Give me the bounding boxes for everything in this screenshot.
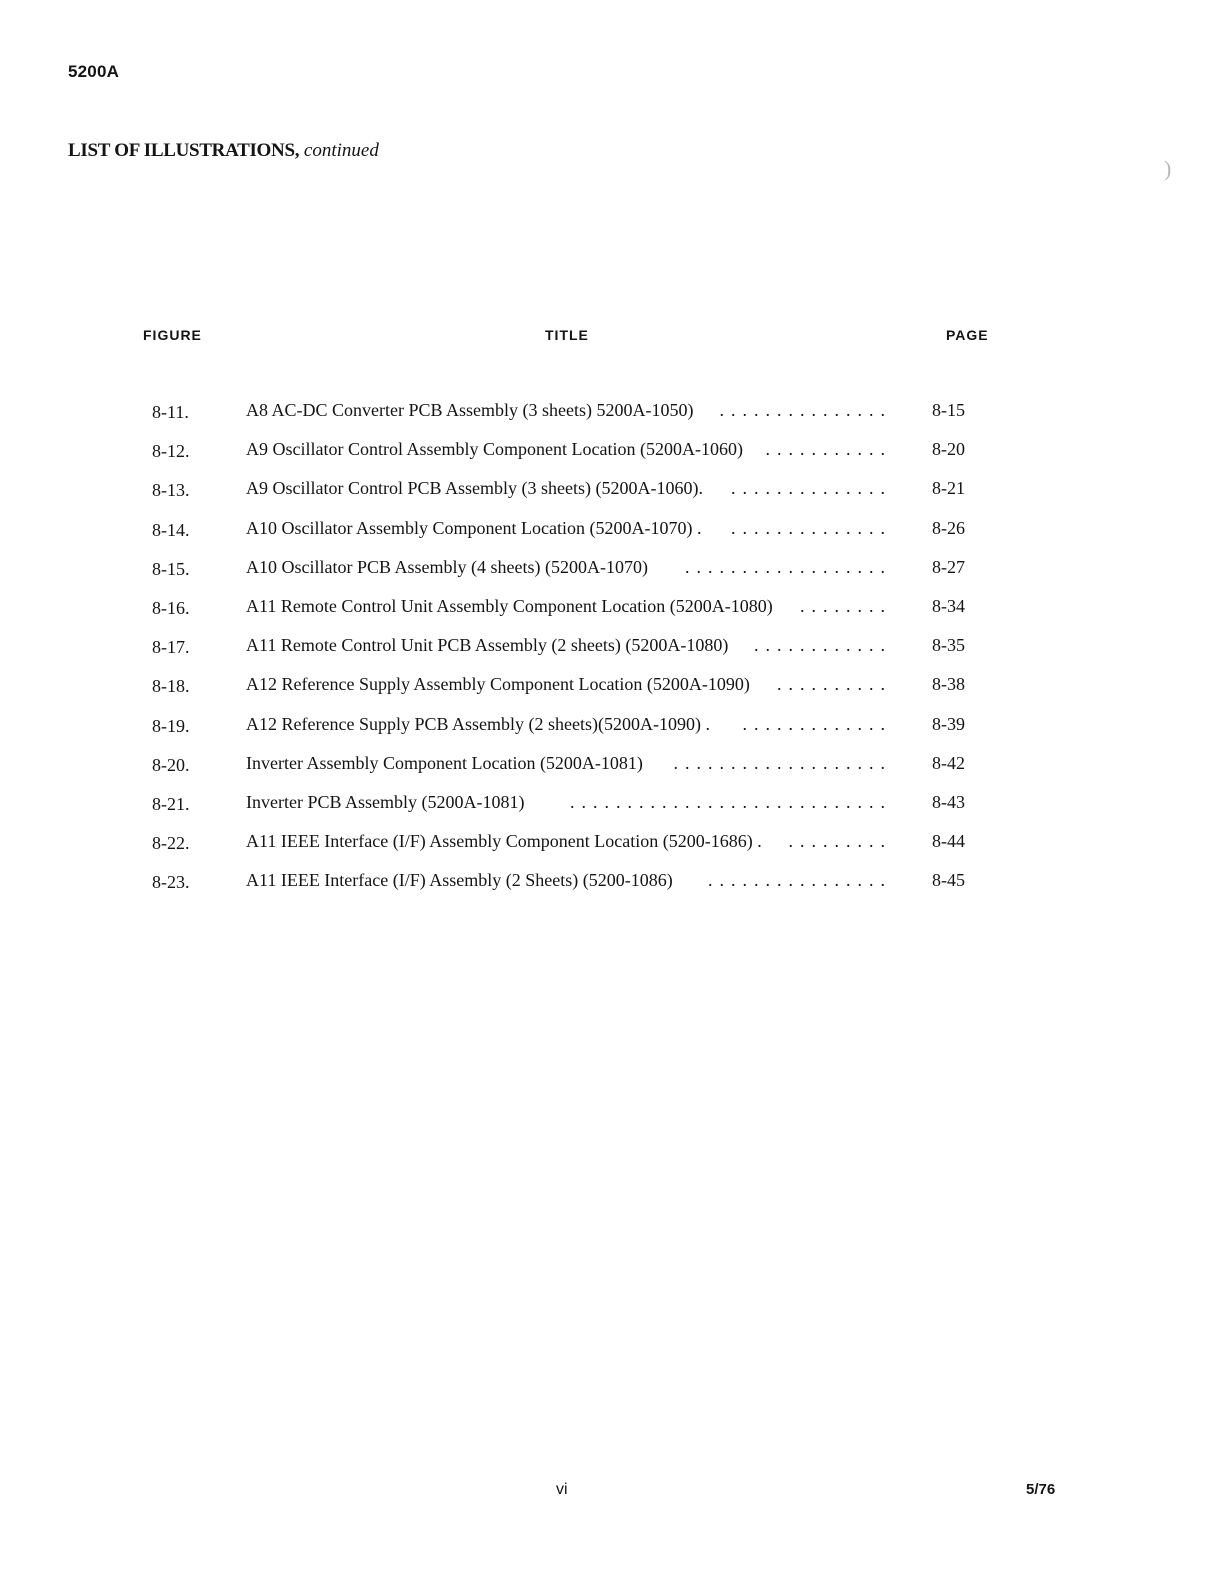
page-number: 8-45 bbox=[932, 870, 965, 891]
entry-title: A12 Reference Supply PCB Assembly (2 sheets)(5200A-1090) . bbox=[246, 713, 710, 734]
figure-number: 8-12. bbox=[152, 441, 190, 462]
list-item bbox=[0, 674, 1224, 713]
dot-leader: ............ bbox=[754, 635, 892, 656]
list-item bbox=[0, 439, 1224, 478]
list-item bbox=[0, 870, 1224, 909]
entry-title-wrap bbox=[246, 792, 892, 813]
page-number: 8-43 bbox=[932, 791, 965, 812]
figure-number: 8-20. bbox=[152, 754, 190, 775]
list-item bbox=[0, 478, 1224, 517]
dot-leader: ........ bbox=[800, 595, 892, 616]
list-item bbox=[0, 518, 1224, 557]
entry-title-wrap bbox=[246, 557, 892, 578]
column-header-title: TITLE bbox=[545, 327, 589, 343]
entry-title: Inverter Assembly Component Location (5200A-1081) bbox=[246, 752, 643, 773]
figure-number: 8-18. bbox=[152, 676, 190, 697]
entry-title-wrap bbox=[246, 518, 892, 539]
entry-title: A12 Reference Supply Assembly Component Location (5200A-1090) bbox=[246, 674, 750, 695]
dot-leader: .......... bbox=[777, 674, 892, 695]
footer-date: 5/76 bbox=[1026, 1481, 1056, 1498]
entry-title: A11 Remote Control Unit PCB Assembly (2 sheets) (5200A-1080) bbox=[246, 635, 729, 656]
entry-title-wrap bbox=[246, 439, 892, 460]
entry-title: Inverter PCB Assembly (5200A-1081) bbox=[246, 791, 525, 812]
list-item bbox=[0, 792, 1224, 831]
page-number: 8-42 bbox=[932, 752, 965, 773]
figure-number: 8-17. bbox=[152, 637, 190, 658]
figure-number: 8-23. bbox=[152, 872, 190, 893]
entry-title-wrap bbox=[246, 674, 892, 695]
page-number: 8-21 bbox=[932, 478, 965, 499]
page-number: 8-15 bbox=[932, 400, 965, 420]
figure-number: 8-14. bbox=[152, 519, 190, 540]
page-number: 8-44 bbox=[932, 831, 965, 852]
dot-leader: ........... bbox=[765, 439, 892, 460]
entry-title: A10 Oscillator PCB Assembly (4 sheets) (5200A-1070) bbox=[246, 556, 648, 577]
dot-leader: ............... bbox=[719, 400, 892, 420]
dot-leader: ............................ bbox=[570, 791, 892, 812]
entry-title-wrap bbox=[246, 831, 892, 852]
entry-title-wrap bbox=[246, 635, 892, 656]
entry-title: A11 IEEE Interface (I/F) Assembly (2 Sheets) (5200-1086) bbox=[246, 870, 673, 891]
page-number: 8-35 bbox=[932, 635, 965, 656]
entry-title-wrap bbox=[246, 596, 892, 617]
illustration-list bbox=[0, 400, 1224, 909]
entry-title: A8 AC-DC Converter PCB Assembly (3 sheets) 5200A-1050) bbox=[246, 400, 694, 420]
dot-leader: .............. bbox=[731, 478, 892, 499]
model-number: 5200A bbox=[68, 62, 120, 81]
list-item bbox=[0, 831, 1224, 870]
entry-title-wrap bbox=[246, 400, 892, 421]
figure-number: 8-16. bbox=[152, 597, 190, 618]
figure-number: 8-22. bbox=[152, 833, 190, 854]
column-header-page: PAGE bbox=[946, 327, 989, 343]
dot-leader: .............. bbox=[731, 517, 892, 538]
page-number: 8-39 bbox=[932, 713, 965, 734]
page-number: 8-34 bbox=[932, 595, 965, 616]
entry-title-wrap bbox=[246, 753, 892, 774]
figure-number: 8-13. bbox=[152, 480, 190, 501]
entry-title: A9 Oscillator Control PCB Assembly (3 sheets) (5200A-1060). bbox=[246, 478, 703, 499]
dot-leader: ................... bbox=[673, 752, 892, 773]
dot-leader: ................ bbox=[708, 870, 892, 891]
list-item bbox=[0, 596, 1224, 635]
list-item bbox=[0, 400, 1224, 439]
page-heading bbox=[68, 140, 379, 162]
list-item bbox=[0, 635, 1224, 674]
page-number: 8-27 bbox=[932, 556, 965, 577]
figure-number: 8-19. bbox=[152, 715, 190, 736]
figure-number: 8-11. bbox=[152, 402, 189, 422]
entry-title-wrap bbox=[246, 870, 892, 891]
entry-title: A10 Oscillator Assembly Component Location (5200A-1070) . bbox=[246, 517, 702, 538]
entry-title-wrap bbox=[246, 478, 892, 499]
dot-leader: ............. bbox=[742, 713, 892, 734]
entry-title: A11 IEEE Interface (I/F) Assembly Component Location (5200-1686) . bbox=[246, 831, 762, 852]
heading-text: LIST OF ILLUSTRATIONS, bbox=[68, 140, 300, 161]
footer-page-number: vi bbox=[556, 1481, 568, 1498]
heading-continued: continued bbox=[303, 140, 379, 161]
list-item bbox=[0, 753, 1224, 792]
dot-leader: .................. bbox=[685, 556, 892, 577]
column-header-figure: FIGURE bbox=[143, 327, 202, 343]
list-item bbox=[0, 714, 1224, 753]
page-number: 8-20 bbox=[932, 439, 965, 460]
margin-mark: ) bbox=[1164, 156, 1172, 181]
figure-number: 8-15. bbox=[152, 558, 190, 579]
page-number: 8-26 bbox=[932, 517, 965, 538]
entry-title: A11 Remote Control Unit Assembly Component Location (5200A-1080) bbox=[246, 595, 773, 616]
figure-number: 8-21. bbox=[152, 793, 190, 814]
entry-title-wrap bbox=[246, 714, 892, 735]
page-number: 8-38 bbox=[932, 674, 965, 695]
list-item bbox=[0, 557, 1224, 596]
entry-title: A9 Oscillator Control Assembly Component Location (5200A-1060) bbox=[246, 439, 743, 460]
dot-leader: ......... bbox=[788, 831, 892, 852]
